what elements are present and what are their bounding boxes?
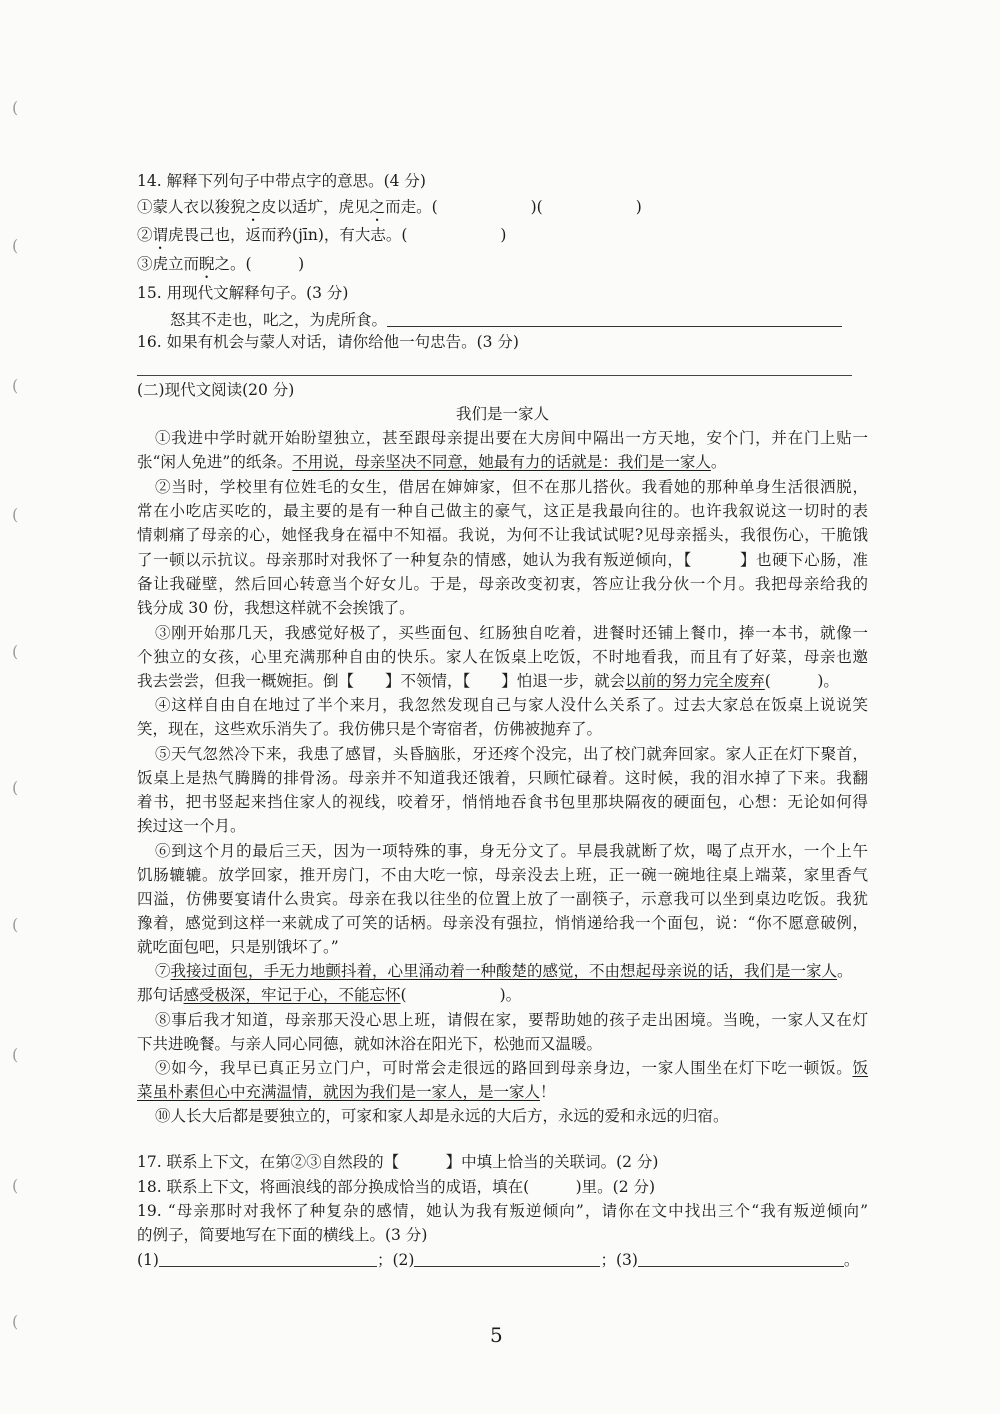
text-line [137, 309, 868, 331]
text-line [137, 1151, 868, 1173]
text: 皮以适圹，虎见 [261, 198, 370, 216]
text: 的例子，简要地写在下面的横线上。(3 分) [137, 1226, 428, 1244]
text-line [137, 1033, 868, 1055]
text: 。 [710, 453, 727, 471]
scan-margin-mark: ( [12, 1312, 19, 1331]
text: 常在小吃店买吃的，最主要的是有一种自己做主的豪气，这正是我最向往的。也许我叙说这一切时的表 [137, 502, 868, 520]
text: 我们是一家人 [455, 405, 549, 423]
text: 了一顿以示抗议。母亲那时对我怀了一种复杂的情感，她认为我有叛逆倾向，【 】也硬下心肠，准 [137, 551, 868, 569]
text-line [137, 936, 868, 958]
underlined-text: 以前的努力完全废弃 [625, 672, 765, 690]
text-line [137, 646, 868, 668]
text: ③刚开始那几天，我感觉好极了，买些面包、红肠独自吃着，进餐时还铺上餐巾，捧一本书，就像一 [155, 624, 868, 642]
text: ⑩人长大后都是要独立的，可家和家人却是永远的大后方，永远的爱和永远的归宿。 [155, 1107, 729, 1125]
text-line [137, 840, 868, 862]
text: ⑧事后我才知道，母亲那天没心思上班，请假在家，要帮助她的孩子走出困境。当晚，一家人又在灯 [155, 1011, 868, 1029]
dotted-character: 谓 [152, 226, 169, 244]
text-line [137, 224, 868, 253]
text: 四溢，仿佛要宴请什么贵宾。母亲在我以往坐的位置上放了一副筷子，示意我可以坐到桌边吃饭。我犹 [137, 890, 868, 908]
text-line [137, 984, 868, 1006]
scan-margin-mark: ( [12, 1045, 19, 1064]
text-line [137, 694, 868, 716]
scan-margin-mark: ( [12, 1176, 19, 1195]
text: 。 [837, 962, 853, 980]
text-line [137, 403, 868, 425]
text: 饥肠辘辘。放学回家，推开房门，不由大吃一惊，母亲没去上班，正一碗一碗地往桌上端菜，家里香气 [137, 866, 868, 884]
text-line [137, 888, 868, 910]
underlined-text: 感受极深，牢记于心，不能忘怀 [183, 986, 401, 1004]
text-line [137, 791, 868, 813]
scan-margin-mark: ( [12, 778, 19, 797]
text: 笑，现在，这些欢乐消失了。我仿佛只是个寄宿者，仿佛被抛弃了。 [137, 720, 603, 738]
text: 虎畏己也，返而矜(jīn)，有大志。( ) [168, 226, 507, 244]
text: 下共进晚餐。与亲人同心同德，就如沐浴在阳光下，松弛而又温暖。 [137, 1035, 603, 1053]
text: ！ [540, 1083, 556, 1101]
text: 16. 如果有机会与蒙人对话，请你给他一句忠告。(3 分) [137, 333, 519, 351]
text-line [137, 1200, 868, 1222]
dotted-character: 之 [245, 198, 262, 216]
text-line [137, 960, 868, 982]
text: 饭桌上是热气腾腾的排骨汤。母亲并不知道我还饿着，只顾忙碌着。这时候，我的泪水掉了下来。我翻 [137, 769, 868, 787]
text-line [137, 427, 868, 449]
text-line [137, 864, 868, 886]
page-number: 5 [490, 1323, 503, 1347]
text: 备让我碰壁，然后回心转意当个好女儿。于是，母亲改变初衷，答应让我分伙一个月。我把母亲给我的 [137, 575, 868, 593]
text: ①蒙人衣以狻猊 [137, 198, 246, 216]
text: ；(3) [600, 1251, 638, 1269]
text: ⑨如今，我早已真正另立门户，可时常会走很远的路回到母亲身边，一家人围坐在灯下吃一顿饭。 [155, 1059, 853, 1077]
text: 情刺痛了母亲的心，她怪我身在福中不知福。我说，为何不让我试试呢?见母亲摇头，我很伤心，干脆饿 [137, 526, 868, 544]
scan-margin-mark: ( [12, 505, 19, 524]
text: 着书，把书竖起来挡住家人的视线，咬着牙，悄悄地吞食书包里那块隔夜的硬面包，心想：无论如何得 [137, 793, 868, 811]
text: ②当时，学校里有位姓毛的女生，借居在婶婶家，但不在那儿搭伙。我看她的那种单身生活很洒脱， [155, 478, 868, 496]
text-line [137, 331, 868, 353]
text: (二)现代文阅读(20 分) [137, 381, 295, 399]
text: ⑤天气忽然冷下来，我患了感冒，头昏脑胀，牙还疼个没完，出了校门就奔回家。家人正在灯下聚首， [155, 745, 868, 763]
text: 钱分成 30 份，我想这样就不会挨饿了。 [137, 599, 415, 617]
answer-blank[interactable] [159, 1250, 377, 1267]
text: 18. 联系上下文，将画浪线的部分换成恰当的成语，填在( )里。(2 分) [137, 1178, 656, 1196]
text-line [137, 743, 868, 765]
answer-blank[interactable] [638, 1250, 844, 1267]
underlined-text: 不用说，母亲坚决不同意，她最有力的话就是：我们是一家人 [292, 453, 711, 471]
text-line [137, 1057, 868, 1079]
text-line [137, 253, 868, 282]
text: ( )。 [764, 672, 839, 690]
underlined-text: 饭 [852, 1059, 868, 1077]
text: 就吃面包吧，只是别饿坏了。” [137, 938, 339, 956]
text: 那句话 [137, 986, 184, 1004]
text-line [137, 718, 868, 740]
text-line [137, 1224, 868, 1246]
text: (1) [137, 1251, 159, 1269]
text: 19. “母亲那时对我怀了种复杂的感情，她认为我有叛逆倾向”，请你在文中找出三个“我有叛逆倾向” [137, 1202, 868, 1220]
text-line [137, 451, 868, 473]
text-line [137, 379, 868, 401]
underlined-text: 我接过面包，手无力地颤抖着，心里涌动着一种酸楚的感觉，不由想起母亲说的话，我们是一家人 [170, 962, 838, 980]
text: 14. 解释下列句子中带点字的意思。(4 分) [137, 172, 426, 190]
text: ①我进中学时就开始盼望独立，甚至跟母亲提出要在大房间中隔出一方天地，安个门，并在门上贴一 [155, 429, 868, 447]
text: ③虎立而 [137, 255, 200, 273]
text-line [137, 670, 868, 692]
text: 怒其不走也，叱之，为虎所食。 [170, 311, 388, 329]
text-line [137, 912, 868, 934]
text: 。 [843, 1251, 860, 1269]
text: 17. 联系上下文，在第②③自然段的【 】中填上恰当的关联词。(2 分) [137, 1153, 659, 1171]
text: ⑥到这个月的最后三天，因为一项特殊的事，身无分文了。早晨我就断了炊，喝了点开水，一个上午 [155, 842, 868, 860]
text: 而走。( )( ) [385, 198, 642, 216]
scan-margin-mark: ( [12, 236, 19, 255]
text-line [137, 282, 868, 304]
text-line [137, 549, 868, 571]
scan-margin-mark: ( [12, 642, 19, 661]
text-line [137, 170, 868, 192]
text-line [137, 500, 868, 522]
scan-margin-mark: ( [12, 915, 19, 934]
text-line [137, 1081, 868, 1103]
text-line [137, 196, 868, 225]
text: 15. 用现代文解释句子。(3 分) [137, 284, 349, 302]
text-line [137, 597, 868, 619]
text-line [137, 1105, 868, 1127]
answer-line-q16 [137, 375, 852, 376]
dotted-character: 之 [369, 198, 386, 216]
text: 之。( ) [214, 255, 305, 273]
text: ；(2) [376, 1251, 415, 1269]
dotted-character: 睨 [199, 255, 215, 273]
text-line [137, 1176, 868, 1198]
scan-margin-mark: ( [12, 376, 19, 395]
text: ② [137, 226, 153, 244]
text-line [137, 524, 868, 546]
scan-margin-mark: ( [12, 98, 19, 117]
text: 我去尝尝，但我一概婉拒。倒【 】不领情，【 】怕退一步，就会 [137, 672, 626, 690]
text-line [137, 573, 868, 595]
text-line [137, 767, 868, 789]
answer-blank[interactable] [387, 310, 842, 327]
text: ⑦ [155, 962, 171, 980]
underlined-text: 菜虽朴素但心中充满温情，就因为我们是一家人，是一家人 [137, 1083, 541, 1101]
text: ( )。 [400, 986, 522, 1004]
text-line [137, 1249, 868, 1271]
text: 挨过这一个月。 [137, 817, 246, 835]
text-line [137, 622, 868, 644]
text: 个独立的女孩，心里充满那种自由的快乐。家人在饭桌上吃饭，不时地看我，而且有了好菜，母亲也邀 [137, 648, 868, 666]
text: 张“闲人免进”的纸条。 [137, 453, 293, 471]
text-line [137, 1009, 868, 1031]
text-line [137, 476, 868, 498]
text-line [137, 815, 868, 837]
answer-blank[interactable] [414, 1250, 600, 1267]
text: 豫着，感觉到这样一来就成了可笑的话柄。母亲没有强拉，悄悄递给我一个面包，说：“你不愿意破例， [137, 914, 868, 932]
text: ④这样自由自在地过了半个来月，我忽然发现自己与家人没什么关系了。过去大家总在饭桌上说说笑 [155, 696, 868, 714]
